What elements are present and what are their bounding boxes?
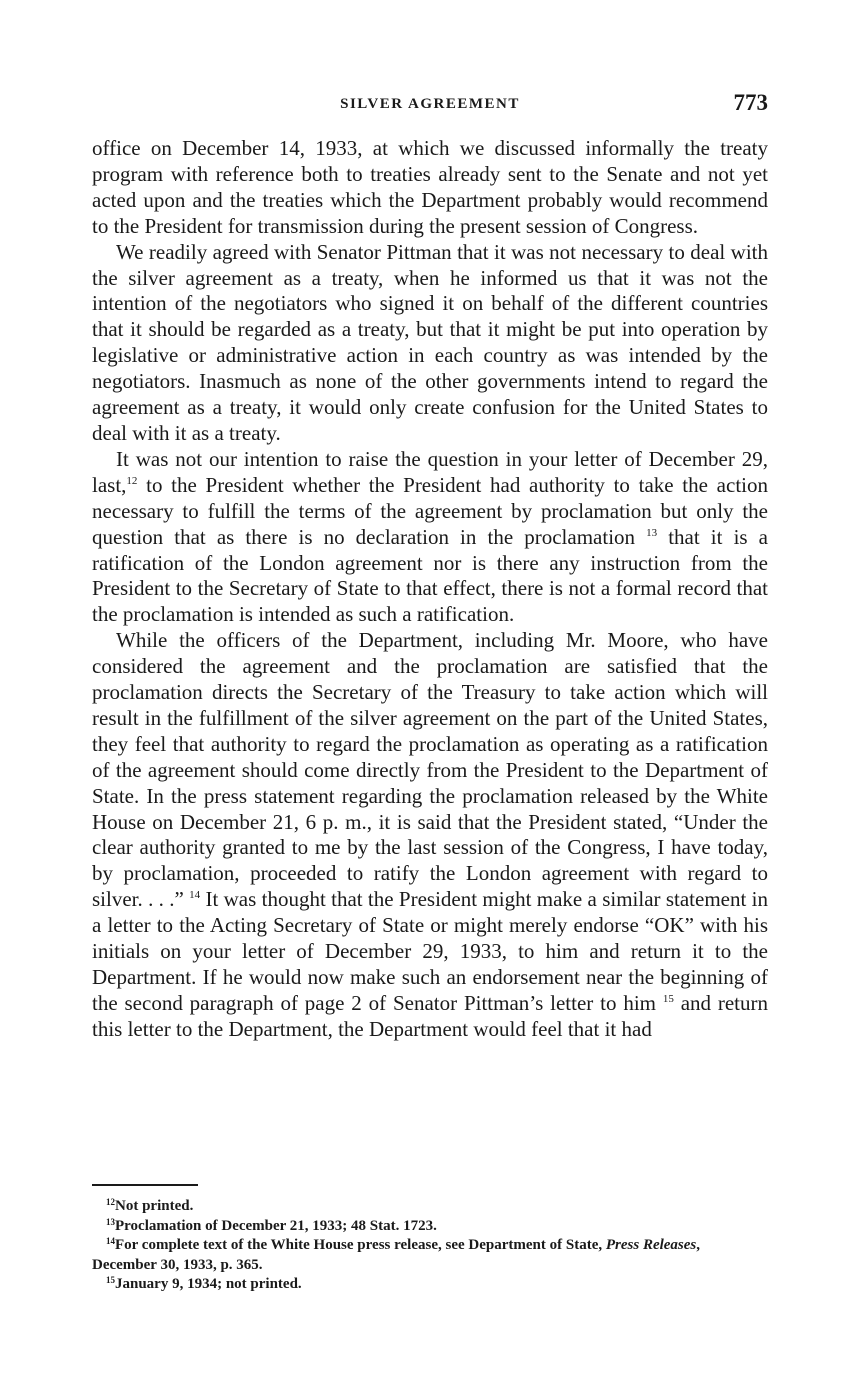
- footnote-number: 12: [106, 1197, 115, 1207]
- page-number: 773: [733, 90, 768, 115]
- footnote-text: January 9, 1934; not printed.: [115, 1276, 302, 1292]
- footnote-ref-12: 12: [126, 474, 138, 487]
- footnote-text: , December 30, 1933, p. 365.: [92, 1237, 701, 1273]
- footnote-italic-title: Press Releases: [605, 1237, 697, 1253]
- paragraph-2: We readily agreed with Senator Pittman that it was not necessary to deal with the silver agreement as a treaty, when he informed us that it was not the intention of the negotiators who signed it on behalf of the different countries that it should be regarded as a treaty, but that it might be put into operation by legislative or administrative action in each country as was intended by the negotiators. Inasmuch as none of the other governments intend to regard the agreement as a treaty, it would only create confusion for the United States to deal with it as a treaty.: [92, 239, 768, 445]
- footnote-number: 13: [106, 1216, 115, 1227]
- paragraph-4-text-c: and return this letter to the Department, the Department would feel that it had: [92, 990, 768, 1041]
- paragraph-3-text-a: It was not our intention to raise the question in your letter of December 29, last,: [92, 446, 768, 497]
- footnote-14: [92, 1236, 768, 1275]
- footnote-text: For complete text of the White House press release, see Department of State,: [115, 1237, 606, 1253]
- footnote-ref-15: 15: [662, 992, 674, 1005]
- running-head-title: SILVER AGREEMENT: [340, 96, 520, 112]
- footnote-text: Proclamation of December 21, 1933; 48 Stat. 1723.: [115, 1217, 437, 1234]
- paragraph-3-text-b: to the President whether the President had authority to take the action necessary to fulfill the terms of the agreement by proclamation but only the question that as there is no declaration in the proclamation: [92, 472, 768, 549]
- paragraph-3: [92, 447, 768, 628]
- footnotes: [92, 1197, 768, 1295]
- footnote-text: Not printed.: [115, 1198, 194, 1214]
- paragraph-4-text-b: It was thought that the President might make a similar statement in a letter to the Acting Secretary of State or might merely endorse “OK” with his initials on your letter of December 29, 1933, to him and return it to the Department. If he would now make such an endorsement near the beginning of the second paragraph of page 2 of Senator Pittman’s letter to him: [92, 887, 768, 1015]
- running-head: [92, 90, 768, 120]
- footnote-divider: [92, 1184, 198, 1186]
- footnote-number: 14: [106, 1236, 115, 1246]
- footnote-12: [92, 1197, 768, 1217]
- paragraph-3-text-c: that it is a ratification of the London agreement nor is there any instruction from the President to the Secretary of State to that effect, there is not a formal record that the proclamation is intended as such a ratification.: [92, 524, 768, 627]
- footnote-ref-13: 13: [646, 526, 658, 539]
- footnote-ref-14: 14: [189, 889, 201, 902]
- paragraph-1: office on December 14, 1933, at which we discussed informally the treaty program with reference both to treaties already sent to the Senate and not yet acted upon and the treaties which the Department probably would recommend to the President for transmission during the present session of Congress.: [92, 136, 768, 238]
- footnote-number: 15: [106, 1275, 115, 1285]
- body-text: [92, 136, 768, 1043]
- paragraph-4: [92, 628, 768, 1043]
- paragraph-4-text-a: While the officers of the Department, including Mr. Moore, who have considered the agreement and the proclamation are satisfied that the proclamation directs the Secretary of the Treasury to take action which will result in the fulfillment of the silver agreement on the part of the United States, they feel that authority to regard the proclamation as operating as a ratification of the agreement should come directly from the President to the Department of State. In the press statement regarding the proclamation released by the White House on December 21, 6 p. m., it is said that the President stated, “Under the clear authority granted to me by the last session of the Congress, I have today, by proclamation, proceeded to ratify the London agreement with regard to silver. . . .”: [92, 628, 768, 912]
- footnote-13: [92, 1217, 768, 1237]
- footnote-15: [92, 1275, 768, 1295]
